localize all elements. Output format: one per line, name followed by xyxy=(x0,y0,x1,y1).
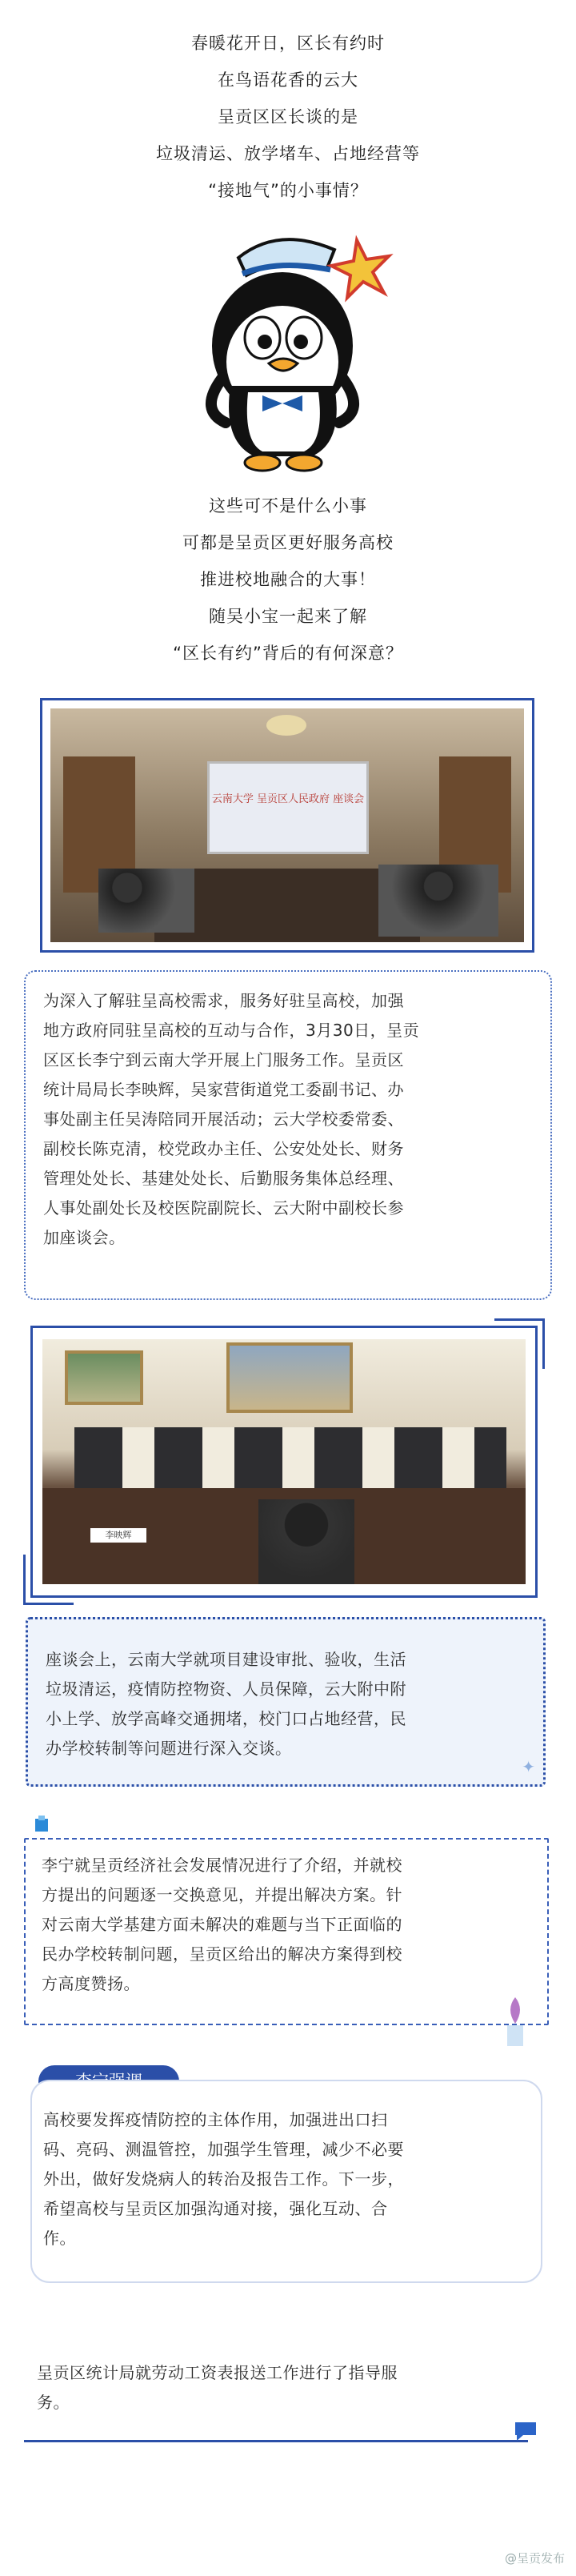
meeting-photo-2 xyxy=(42,1339,526,1584)
text-line: 办学校转制等问题进行深入交谈。 xyxy=(46,1739,292,1758)
wall-painting xyxy=(65,1350,143,1405)
text-line: 为深入了解驻呈高校需求，服务好驻呈高校，加强 xyxy=(43,991,404,1010)
text-line: 副校长陈克清，校党政办主任、公安处处长、财务 xyxy=(43,1139,404,1158)
text-line: 码、亮码、测温管控，加强学生管理，减少不必要 xyxy=(43,2140,404,2159)
attendees-row xyxy=(74,1427,506,1491)
text-line: 地方政府同驻呈高校的互动与合作，3月30日，呈贡 xyxy=(43,1021,420,1040)
section5-text xyxy=(37,2358,533,2418)
text-line: 管理处处长、基建处处长、后勤服务集体总经理、 xyxy=(43,1169,404,1188)
text-line: 垃圾清运，疫情防控物资、人员保障，云大附中附 xyxy=(46,1679,406,1699)
nameplate: 李映辉 xyxy=(90,1528,146,1543)
sparkle-icon: ✦ xyxy=(522,1757,535,1776)
flower-icon xyxy=(499,1993,531,2049)
text-line: 座谈会上，云南大学就项目建设审批、验收，生活 xyxy=(46,1650,406,1669)
frame-corner xyxy=(494,1318,545,1369)
outro-line: 可都是呈贡区更好服务高校 xyxy=(182,533,394,552)
text-line: 人事处副处长及校医院副院长、云大附中副校长参 xyxy=(43,1198,404,1218)
outro-line: “区长有约”背后的有何深意？ xyxy=(173,644,403,663)
projector-screen xyxy=(207,761,369,854)
emphasis-card xyxy=(30,2080,542,2283)
attendees-right xyxy=(378,865,498,937)
text-line: 统计局局长李映辉，吴家营街道党工委副书记、办 xyxy=(43,1080,404,1099)
photo-frame-1 xyxy=(40,698,534,953)
intro-line: 呈贡区区长谈的是 xyxy=(218,107,358,126)
screen-text: 云南大学 呈贡区人民政府 座谈会 xyxy=(211,793,365,805)
response-card xyxy=(24,1838,549,2025)
text-line: 外出，做好发烧病人的转治及报告工作。下一步， xyxy=(43,2169,404,2189)
intro-line: “接地气”的小事情？ xyxy=(208,181,368,200)
text-line: 李宁就呈贡经济社会发展情况进行了介绍，并就校 xyxy=(42,1856,402,1875)
chandelier xyxy=(266,715,306,736)
section3-text xyxy=(42,1851,534,1999)
watermark: @呈贡发布 xyxy=(504,2551,565,2566)
discussion-card xyxy=(26,1617,546,1787)
section4-text xyxy=(43,2105,531,2253)
text-line: 事处副主任吴涛陪同开展活动；云大学校委常委、 xyxy=(43,1109,404,1129)
text-line: 加座谈会。 xyxy=(43,1228,126,1247)
section1-text xyxy=(43,986,536,1253)
attendee-back xyxy=(258,1499,354,1584)
text-line: 作。 xyxy=(43,2229,76,2248)
chat-bubble-icon xyxy=(512,2419,539,2443)
frame-corner xyxy=(23,1555,74,1605)
text-line: 高校要发挥疫情防控的主体作用，加强进出口扫 xyxy=(43,2110,388,2129)
ornament-icon xyxy=(30,1814,53,1836)
outro-line: 这些可不是什么小事 xyxy=(209,496,367,516)
wall-painting xyxy=(226,1342,353,1413)
text-line: 对云南大学基建方面未解决的难题与当下正面临的 xyxy=(42,1915,402,1934)
intro-card xyxy=(24,970,552,1300)
text-line: 方提出的问题逐一交换意见，并提出解决方案。针 xyxy=(42,1885,402,1904)
text-line: 小上学、放学高峰交通拥堵，校门口占地经营，民 xyxy=(46,1709,406,1728)
section2-text xyxy=(46,1645,530,1763)
text-line: 务。 xyxy=(37,2393,70,2412)
attendees-left xyxy=(98,869,194,933)
penguin-mascot-icon xyxy=(174,226,406,482)
intro-line: 在鸟语花香的云大 xyxy=(218,70,358,90)
divider xyxy=(24,2440,528,2442)
outro-line: 随吴小宝一起来了解 xyxy=(209,607,367,626)
outro-line: 推进校地融合的大事！ xyxy=(200,570,376,589)
text-line: 民办学校转制问题，呈贡区给出的解决方案得到校 xyxy=(42,1944,402,1964)
text-line: 区区长李宁到云南大学开展上门服务工作。呈贡区 xyxy=(43,1050,404,1069)
text-line: 呈贡区统计局就劳动工资表报送工作进行了指导服 xyxy=(37,2363,398,2382)
text-line: 方高度赞扬。 xyxy=(42,1974,140,1993)
intro-line: 春暖花开日，区长有约时 xyxy=(191,34,385,53)
photo-frame-2 xyxy=(30,1326,538,1598)
text-line: 希望高校与呈贡区加强沟通对接，强化互动、合 xyxy=(43,2199,388,2218)
meeting-photo-1 xyxy=(50,708,524,942)
intro-line: 垃圾清运、放学堵车、占地经营等 xyxy=(156,144,420,163)
